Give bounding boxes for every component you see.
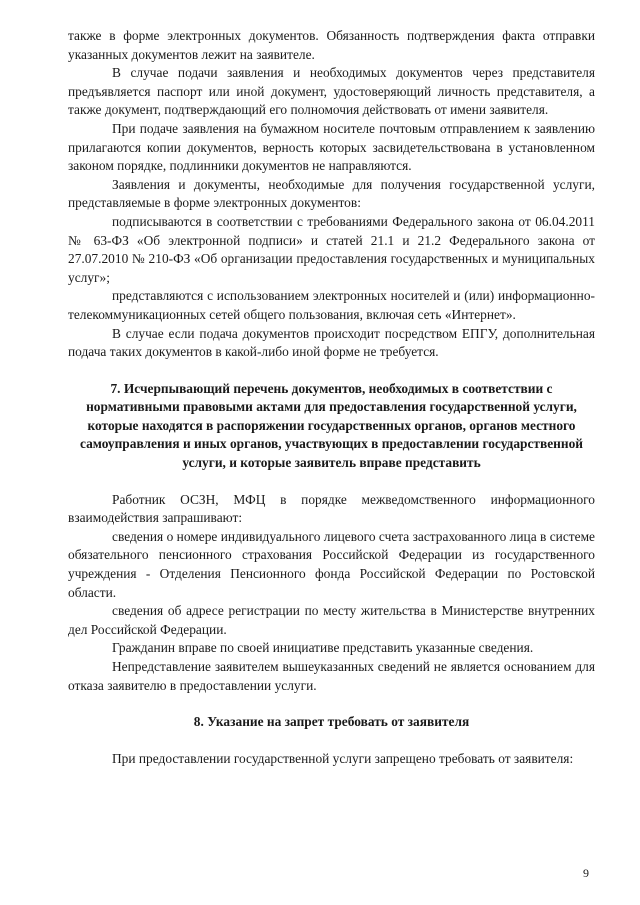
paragraph: Заявления и документы, необходимые для получения государственной услуги, представляемые в форме электронных документов: bbox=[68, 176, 595, 211]
document-page bbox=[68, 27, 595, 768]
paragraph: Гражданин вправе по своей инициативе представить указанные сведения. bbox=[112, 640, 534, 656]
paragraph: подписываются в соответствии с требованиями Федерального закона от 06.04.2011 № 63-ФЗ «Об электронной подписи» и статей 21.1 и 21.2 Федерального закона от 27.07.2010 № 210-ФЗ «Об организации предоставления государственных и муниципальных услуг»; bbox=[68, 213, 595, 285]
section-8-heading: 8. Указание на запрет требовать от заявителя bbox=[193, 714, 470, 730]
paragraph: В случае если подача документов происходит посредством ЕПГУ, дополнительная подача таких документов в какой-либо иной форме не требуется. bbox=[68, 325, 595, 360]
paragraph: При подаче заявления на бумажном носителе почтовым отправлением к заявлению прилагаются копии документов, верность которых засвидетельствована в установленном законом порядке, подлинники документов не направляются. bbox=[68, 120, 595, 174]
section-7-heading: 7. Исчерпывающий перечень документов, необходимых в соответствии с нормативными правовыми актами для предоставления государственной услуги, которые находятся в распоряжении государственных органов, органов местного самоуправления и иных органов, участвующих в предоставлении государственной услуги, и которые заявитель вправе представить bbox=[79, 380, 584, 471]
paragraph: Работник ОСЗН, МФЦ в порядке межведомственного информационного взаимодействия запрашивают: bbox=[68, 491, 595, 526]
paragraph: также в форме электронных документов. Обязанность подтверждения факта отправки указанных документов лежит на заявителе. bbox=[68, 28, 595, 62]
page-number: 9 bbox=[583, 866, 589, 880]
paragraph: При предоставлении государственной услуги запрещено требовать от заявителя: bbox=[112, 750, 574, 766]
paragraph: сведения об адресе регистрации по месту жительства в Министерстве внутренних дел Российской Федерации. bbox=[68, 603, 595, 637]
paragraph: Непредставление заявителем вышеуказанных сведений не является основанием для отказа заявителю в предоставлении услуги. bbox=[68, 659, 595, 693]
paragraph: сведения о номере индивидуального лицевого счета застрахованного лица в системе обязательного пенсионного страхования Российской Федерации из государственного учреждения - Отделения Пенсионного фонда Российской Федерации по Ростовской области. bbox=[68, 528, 595, 600]
paragraph: представляются с использованием электронных носителей и (или) информационно-телекоммуникационных сетей общего пользования, включая сеть «Интернет». bbox=[68, 288, 595, 322]
paragraph: В случае подачи заявления и необходимых документов через представителя предъявляется паспорт или иной документ, удостоверяющий личность представителя, а также документ, подтверждающий его полномочия действовать от имени заявителя. bbox=[68, 65, 595, 118]
